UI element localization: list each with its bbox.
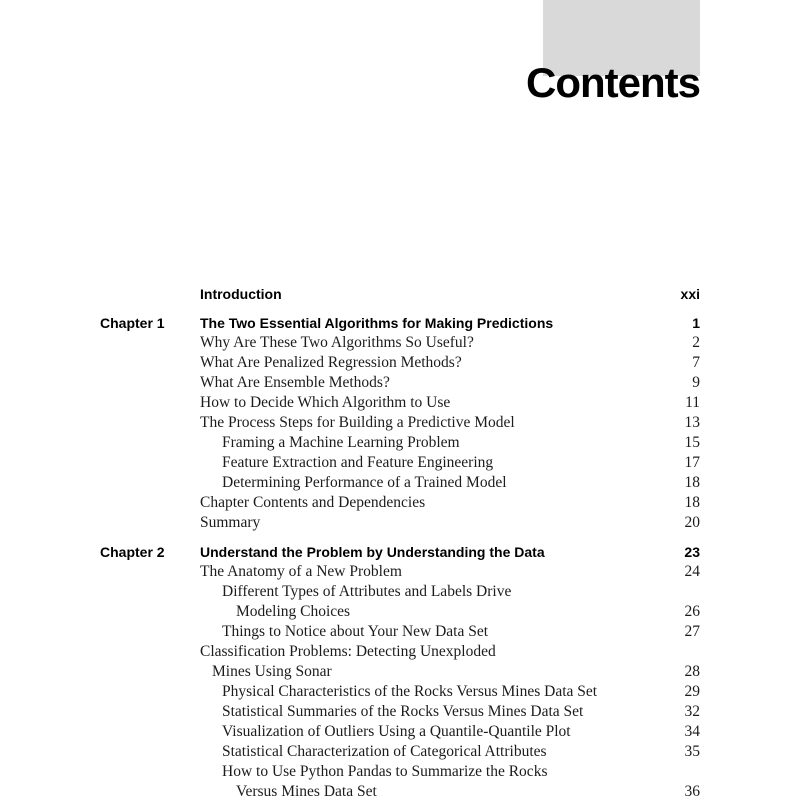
- page-number: 23: [684, 544, 700, 560]
- entry-title: Classification Problems: Detecting Unexploded: [200, 643, 496, 660]
- toc-row: [100, 493, 700, 513]
- entry-title: Feature Extraction and Feature Engineering: [222, 454, 494, 471]
- toc-row: [100, 313, 700, 333]
- entry-title: What Are Penalized Regression Methods?: [200, 354, 462, 371]
- toc-row: [100, 373, 700, 393]
- toc-row: [100, 762, 700, 782]
- entry-title: The Anatomy of a New Problem: [200, 563, 402, 580]
- page-number: 34: [684, 723, 700, 740]
- entry-title: Different Types of Attributes and Labels Drive: [222, 583, 512, 600]
- entry-title: Physical Characteristics of the Rocks Versus Mines Data Set: [222, 683, 598, 700]
- chapter-label: Chapter 2: [100, 544, 165, 560]
- page-number: 18: [684, 474, 700, 491]
- toc-row: [100, 682, 700, 702]
- toc-row: [100, 433, 700, 453]
- entry-title: Chapter Contents and Dependencies: [200, 494, 426, 511]
- page-number: 35: [684, 743, 700, 760]
- entry-title: The Two Essential Algorithms for Making Predictions: [200, 315, 554, 331]
- toc-row: [100, 582, 700, 602]
- page-number: 13: [684, 414, 700, 431]
- page-number: 32: [684, 703, 700, 720]
- entry-title: The Process Steps for Building a Predictive Model: [200, 414, 515, 431]
- chapter-label: Chapter 1: [100, 315, 165, 331]
- toc-row: [100, 513, 700, 533]
- page-number: 11: [685, 394, 700, 411]
- entry-title: Introduction: [200, 286, 282, 302]
- entry-title: Understand the Problem by Understanding the Data: [200, 544, 545, 560]
- toc-row: [100, 602, 700, 622]
- toc-row: [100, 333, 700, 353]
- toc-row: [100, 284, 700, 304]
- page-number: 7: [692, 354, 700, 371]
- page-number: 26: [684, 603, 700, 620]
- entry-title: Framing a Machine Learning Problem: [222, 434, 460, 451]
- table-of-contents: [100, 284, 700, 800]
- toc-row: [100, 393, 700, 413]
- page-number: 36: [684, 783, 700, 800]
- toc-row: [100, 662, 700, 682]
- entry-title: Modeling Choices: [236, 603, 351, 620]
- entry-title: Summary: [200, 514, 261, 531]
- entry-title: Versus Mines Data Set: [236, 783, 377, 800]
- page-number: 9: [692, 374, 700, 391]
- page-number: 18: [684, 494, 700, 511]
- page-number: 29: [684, 683, 700, 700]
- page-number: 27: [684, 623, 700, 640]
- toc-row: [100, 622, 700, 642]
- entry-title: Mines Using Sonar: [212, 663, 332, 680]
- toc-row: [100, 742, 700, 762]
- toc-row: [100, 702, 700, 722]
- toc-row: [100, 453, 700, 473]
- page-number: xxi: [680, 286, 700, 302]
- toc-row: [100, 413, 700, 433]
- entry-title: What Are Ensemble Methods?: [200, 374, 390, 391]
- entry-title: Visualization of Outliers Using a Quantile-Quantile Plot: [222, 723, 571, 740]
- toc-row: [100, 353, 700, 373]
- page-number: 15: [684, 434, 700, 451]
- toc-row: [100, 642, 700, 662]
- page-number: 2: [692, 334, 700, 351]
- page-title: Contents: [526, 59, 700, 106]
- toc-row: [100, 562, 700, 582]
- entry-title: How to Decide Which Algorithm to Use: [200, 394, 451, 411]
- toc-row: [100, 722, 700, 742]
- entry-title: Statistical Summaries of the Rocks Versus Mines Data Set: [222, 703, 584, 720]
- toc-row: [100, 473, 700, 493]
- entry-title: How to Use Python Pandas to Summarize the Rocks: [222, 763, 548, 780]
- page-number: 24: [684, 563, 700, 580]
- toc-row: [100, 782, 700, 800]
- page-number: 28: [684, 663, 700, 680]
- entry-title: Determining Performance of a Trained Model: [222, 474, 507, 491]
- page-number: 1: [692, 315, 700, 331]
- entry-title: Things to Notice about Your New Data Set: [222, 623, 489, 640]
- page-number: 20: [684, 514, 700, 531]
- toc-row: [100, 542, 700, 562]
- entry-title: Why Are These Two Algorithms So Useful?: [200, 334, 474, 351]
- entry-title: Statistical Characterization of Categorical Attributes: [222, 743, 547, 760]
- page-number: 17: [684, 454, 700, 471]
